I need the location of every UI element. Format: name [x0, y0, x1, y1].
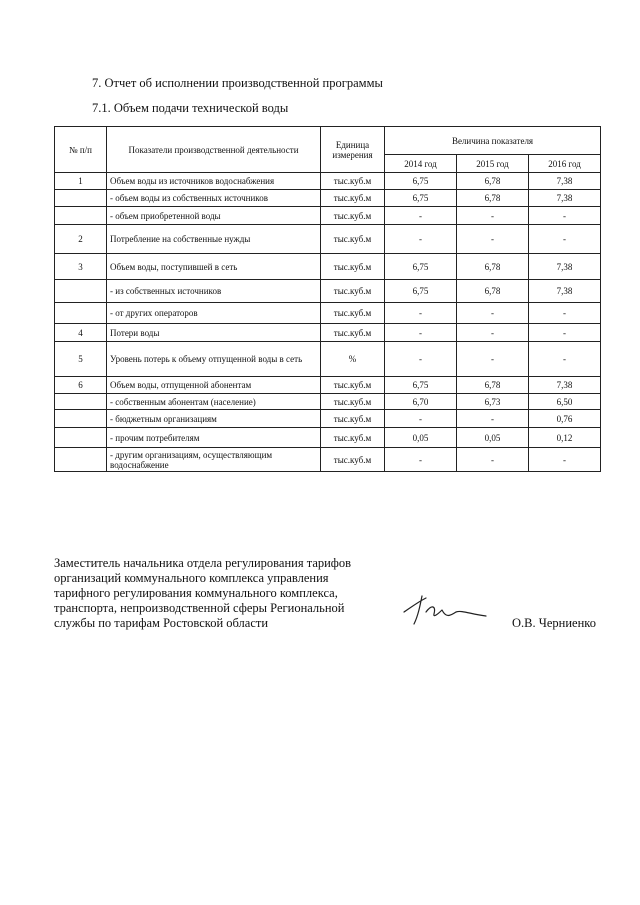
- row-value-2014: 0,05: [385, 428, 457, 448]
- row-num: [55, 448, 107, 472]
- row-value-2015: -: [457, 324, 529, 342]
- position-line: транспорта, непроизводственной сферы Региональной: [54, 601, 345, 615]
- row-value-2015: -: [457, 448, 529, 472]
- row-indicator: - из собственных источников: [107, 280, 321, 303]
- row-value-2016: 0,12: [529, 428, 601, 448]
- row-unit: тыс.куб.м: [321, 173, 385, 190]
- row-unit: тыс.куб.м: [321, 324, 385, 342]
- row-value-2015: 6,78: [457, 254, 529, 280]
- row-num: [55, 280, 107, 303]
- production-report-table: [54, 126, 601, 472]
- row-value-2016: 6,50: [529, 394, 601, 410]
- row-unit: тыс.куб.м: [321, 207, 385, 225]
- position-line: службы по тарифам Ростовской области: [54, 616, 269, 630]
- row-value-2014: 6,75: [385, 173, 457, 190]
- row-num: 5: [55, 342, 107, 377]
- row-num: [55, 207, 107, 225]
- row-num: [55, 428, 107, 448]
- table-row: [55, 394, 601, 410]
- position-line: Заместитель начальника отдела регулирования тарифов: [54, 556, 352, 570]
- row-indicator: - от других операторов: [107, 303, 321, 324]
- section-title: 7. Отчет об исполнении производственной программы: [92, 76, 383, 90]
- row-unit: тыс.куб.м: [321, 303, 385, 324]
- row-value-2016: 0,76: [529, 410, 601, 428]
- row-unit: тыс.куб.м: [321, 190, 385, 207]
- header-indicator: Показатели производственной деятельности: [107, 127, 321, 173]
- row-unit: тыс.куб.м: [321, 254, 385, 280]
- row-value-2015: 6,78: [457, 280, 529, 303]
- header-unit: Единица измерения: [321, 127, 385, 173]
- table-row: [55, 280, 601, 303]
- table-row: [55, 225, 601, 254]
- signer-name: О.В. Черниенко: [512, 616, 596, 630]
- header-year-2014: 2014 год: [385, 155, 457, 173]
- table-row: [55, 190, 601, 207]
- row-value-2014: 6,75: [385, 377, 457, 394]
- row-unit: тыс.куб.м: [321, 448, 385, 472]
- row-indicator: Потребление на собственные нужды: [107, 225, 321, 254]
- table-row: [55, 207, 601, 225]
- row-value-2015: 6,73: [457, 394, 529, 410]
- row-indicator: - прочим потребителям: [107, 428, 321, 448]
- row-unit: тыс.куб.м: [321, 280, 385, 303]
- row-num: [55, 394, 107, 410]
- table-row: [55, 428, 601, 448]
- row-value-2015: -: [457, 207, 529, 225]
- row-value-2016: -: [529, 303, 601, 324]
- header-year-2016: 2016 год: [529, 155, 601, 173]
- row-value-2015: -: [457, 225, 529, 254]
- row-indicator: Объем воды, отпущенной абонентам: [107, 377, 321, 394]
- row-num: [55, 303, 107, 324]
- table-row: [55, 303, 601, 324]
- row-value-2016: 7,38: [529, 173, 601, 190]
- row-value-2014: -: [385, 303, 457, 324]
- subsection-title: 7.1. Объем подачи технической воды: [92, 101, 289, 115]
- row-value-2016: 7,38: [529, 254, 601, 280]
- row-value-2016: -: [529, 448, 601, 472]
- row-indicator: Потери воды: [107, 324, 321, 342]
- table-row: [55, 173, 601, 190]
- row-value-2015: -: [457, 342, 529, 377]
- row-value-2016: -: [529, 207, 601, 225]
- table-row: [55, 377, 601, 394]
- row-unit: %: [321, 342, 385, 377]
- row-indicator: - объем приобретенной воды: [107, 207, 321, 225]
- row-value-2014: 6,75: [385, 280, 457, 303]
- header-year-2015: 2015 год: [457, 155, 529, 173]
- row-num: 3: [55, 254, 107, 280]
- row-num: 4: [55, 324, 107, 342]
- row-value-2014: 6,75: [385, 254, 457, 280]
- row-value-2015: -: [457, 303, 529, 324]
- header-value-group: Величина показателя: [385, 127, 601, 155]
- row-value-2016: 7,38: [529, 280, 601, 303]
- table-row: [55, 324, 601, 342]
- row-unit: тыс.куб.м: [321, 377, 385, 394]
- table-row: [55, 448, 601, 472]
- row-value-2014: -: [385, 207, 457, 225]
- row-value-2014: -: [385, 342, 457, 377]
- row-num: 2: [55, 225, 107, 254]
- row-value-2014: -: [385, 448, 457, 472]
- row-value-2014: -: [385, 324, 457, 342]
- table-row: [55, 254, 601, 280]
- row-value-2015: 6,78: [457, 377, 529, 394]
- row-value-2014: 6,75: [385, 190, 457, 207]
- row-value-2016: -: [529, 225, 601, 254]
- row-value-2015: -: [457, 410, 529, 428]
- row-value-2016: -: [529, 342, 601, 377]
- row-indicator: - объем воды из собственных источников: [107, 190, 321, 207]
- row-unit: тыс.куб.м: [321, 428, 385, 448]
- signatory-position: [54, 556, 351, 631]
- table-row: [55, 410, 601, 428]
- handwritten-signature: [400, 592, 490, 626]
- row-num: [55, 410, 107, 428]
- row-value-2015: 6,78: [457, 173, 529, 190]
- row-indicator: Объем воды, поступившей в сеть: [107, 254, 321, 280]
- row-indicator: Уровень потерь к объему отпущенной воды в сеть: [107, 342, 321, 377]
- row-value-2015: 0,05: [457, 428, 529, 448]
- row-unit: тыс.куб.м: [321, 410, 385, 428]
- row-value-2014: -: [385, 225, 457, 254]
- row-indicator: - собственным абонентам (население): [107, 394, 321, 410]
- row-unit: тыс.куб.м: [321, 225, 385, 254]
- row-num: [55, 190, 107, 207]
- row-unit: тыс.куб.м: [321, 394, 385, 410]
- row-value-2016: 7,38: [529, 377, 601, 394]
- position-line: организаций коммунального комплекса управления: [54, 571, 329, 585]
- row-value-2015: 6,78: [457, 190, 529, 207]
- position-line: тарифного регулирования коммунального комплекса,: [54, 586, 338, 600]
- row-value-2016: -: [529, 324, 601, 342]
- row-value-2014: 6,70: [385, 394, 457, 410]
- header-num: № п/п: [55, 127, 107, 173]
- row-indicator: - другим организациям, осуществляющим водоснабжение: [107, 448, 321, 472]
- row-indicator: Объем воды из источников водоснабжения: [107, 173, 321, 190]
- table-row: [55, 342, 601, 377]
- row-num: 6: [55, 377, 107, 394]
- row-indicator: - бюджетным организациям: [107, 410, 321, 428]
- row-value-2016: 7,38: [529, 190, 601, 207]
- row-num: 1: [55, 173, 107, 190]
- row-value-2014: -: [385, 410, 457, 428]
